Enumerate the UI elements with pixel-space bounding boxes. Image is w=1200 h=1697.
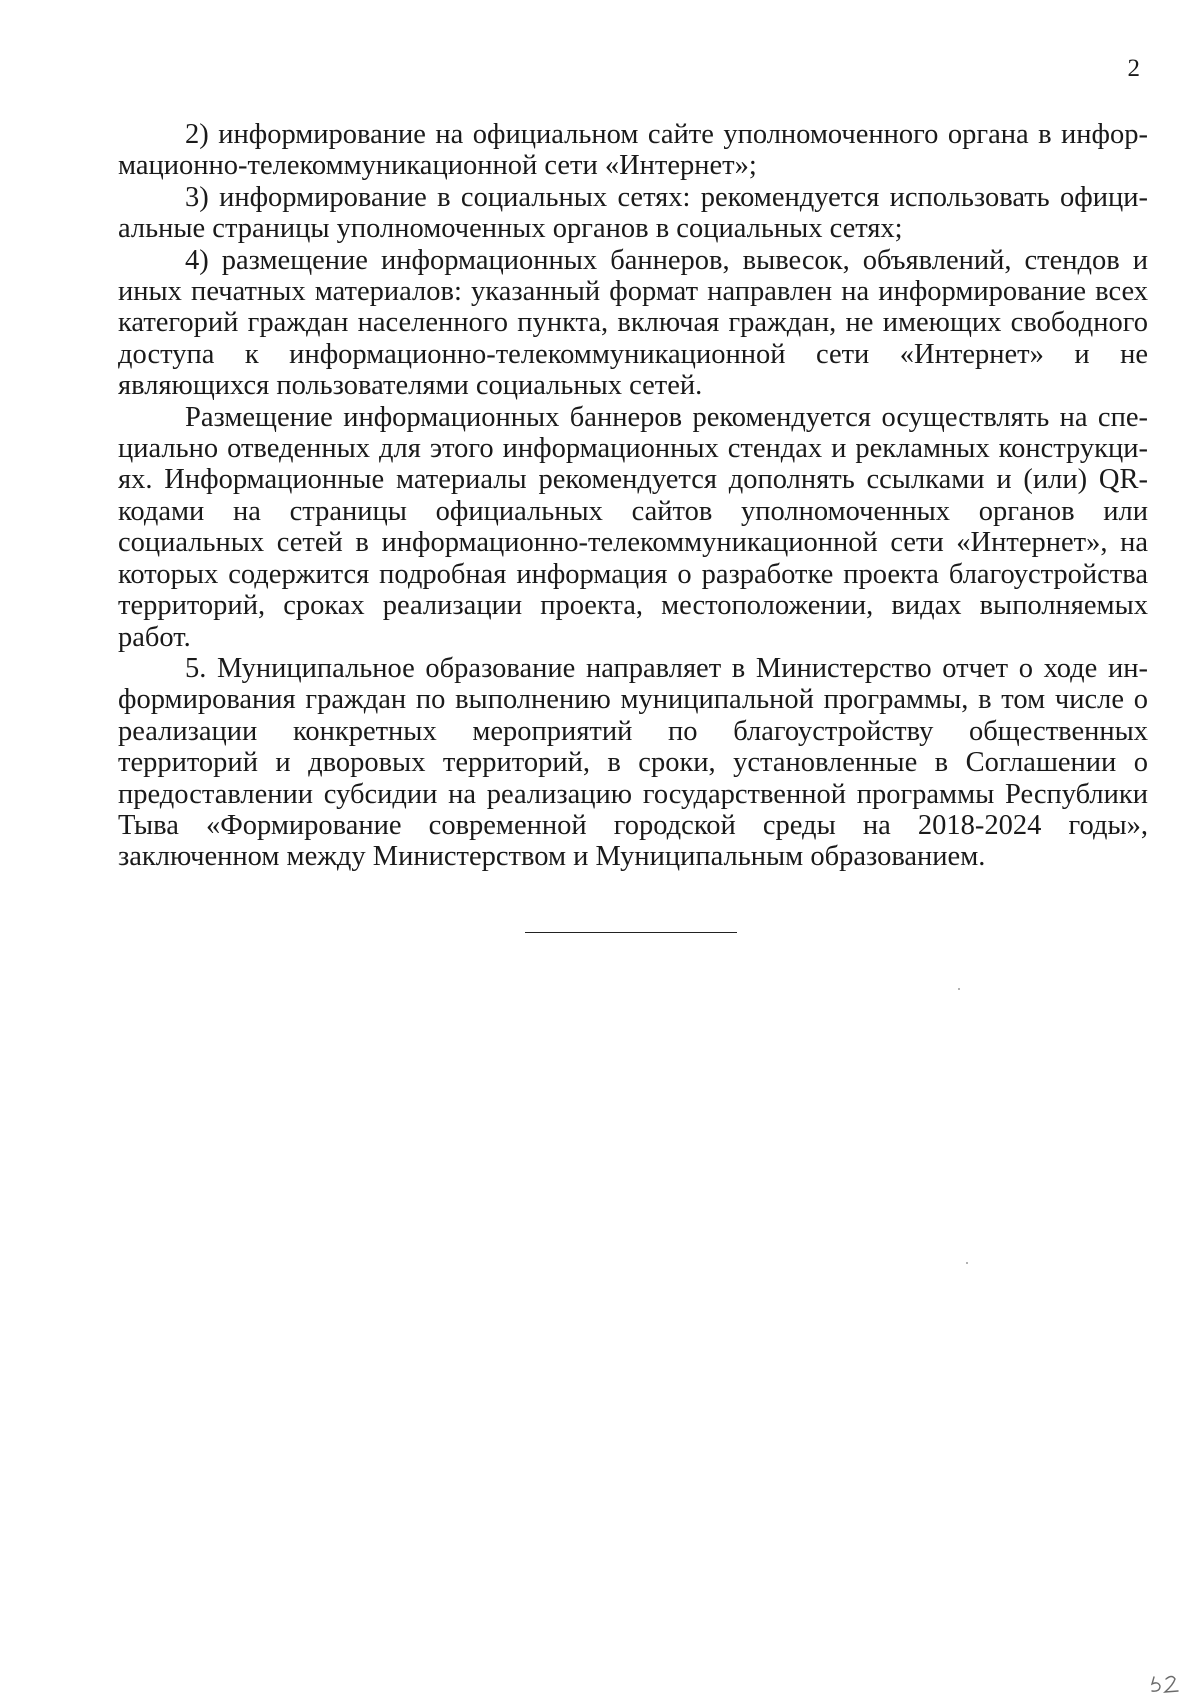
paragraph-item-3: 3) информирование в социальных сетях: рекомендуется использовать официальные страницы уполномоченных органов в социальных сетях; xyxy=(118,181,1148,245)
paragraph-item-4: 4) размещение информационных баннеров, вывесок, объявлений, стендов и иных печатных материалов: указанный формат направлен на информирование всех категорий граждан населенного пункта, включая граждан, не имеющих свободного доступа к информационно-телекоммуникационной сети «Интернет» и не являющихся пользователями социальных сетей. xyxy=(118,244,1148,402)
scan-speck xyxy=(966,1262,968,1264)
scan-speck xyxy=(958,988,960,990)
paragraph-banner-placement: Размещение информационных баннеров рекомендуется осуществлять на специально отведенных для этого информационных стендах и рекламных конструкциях. Информационные материалы рекомендуется дополнять ссылками и (или) QR-кодами на страницы официальных сайтов уполномоченных органов или социальных сетей в информационно-телекоммуникационной сети «Интернет», на которых содержится подробная информация о разработке проекта благоустройства территорий, сроках реализации проекта, местоположении, видах выполняемых работ. xyxy=(118,401,1148,653)
end-of-text-rule xyxy=(525,932,737,933)
handwritten-page-mark xyxy=(1148,1669,1188,1695)
page-number: 2 xyxy=(1127,55,1140,82)
document-body xyxy=(118,119,1148,873)
paragraph-item-2: 2) информирование на официальном сайте уполномоченного органа в информационно-телекоммуникационной сети «Интернет»; xyxy=(118,119,1148,182)
paragraph-item-5: 5. Муниципальное образование направляет в Министерство отчет о ходе информирования граждан по выполнению муниципальной программы, в том числе о реализации конкретных мероприятий по благоустройству общественных территорий и дворовых территорий, в сроки, установленные в Соглашении о предоставлении субсидии на реализацию государственной программы Республики Тыва «Формирование современной городской среды на 2018-2024 годы», заключенном между Министерством и Муниципальным образованием. xyxy=(118,652,1148,873)
